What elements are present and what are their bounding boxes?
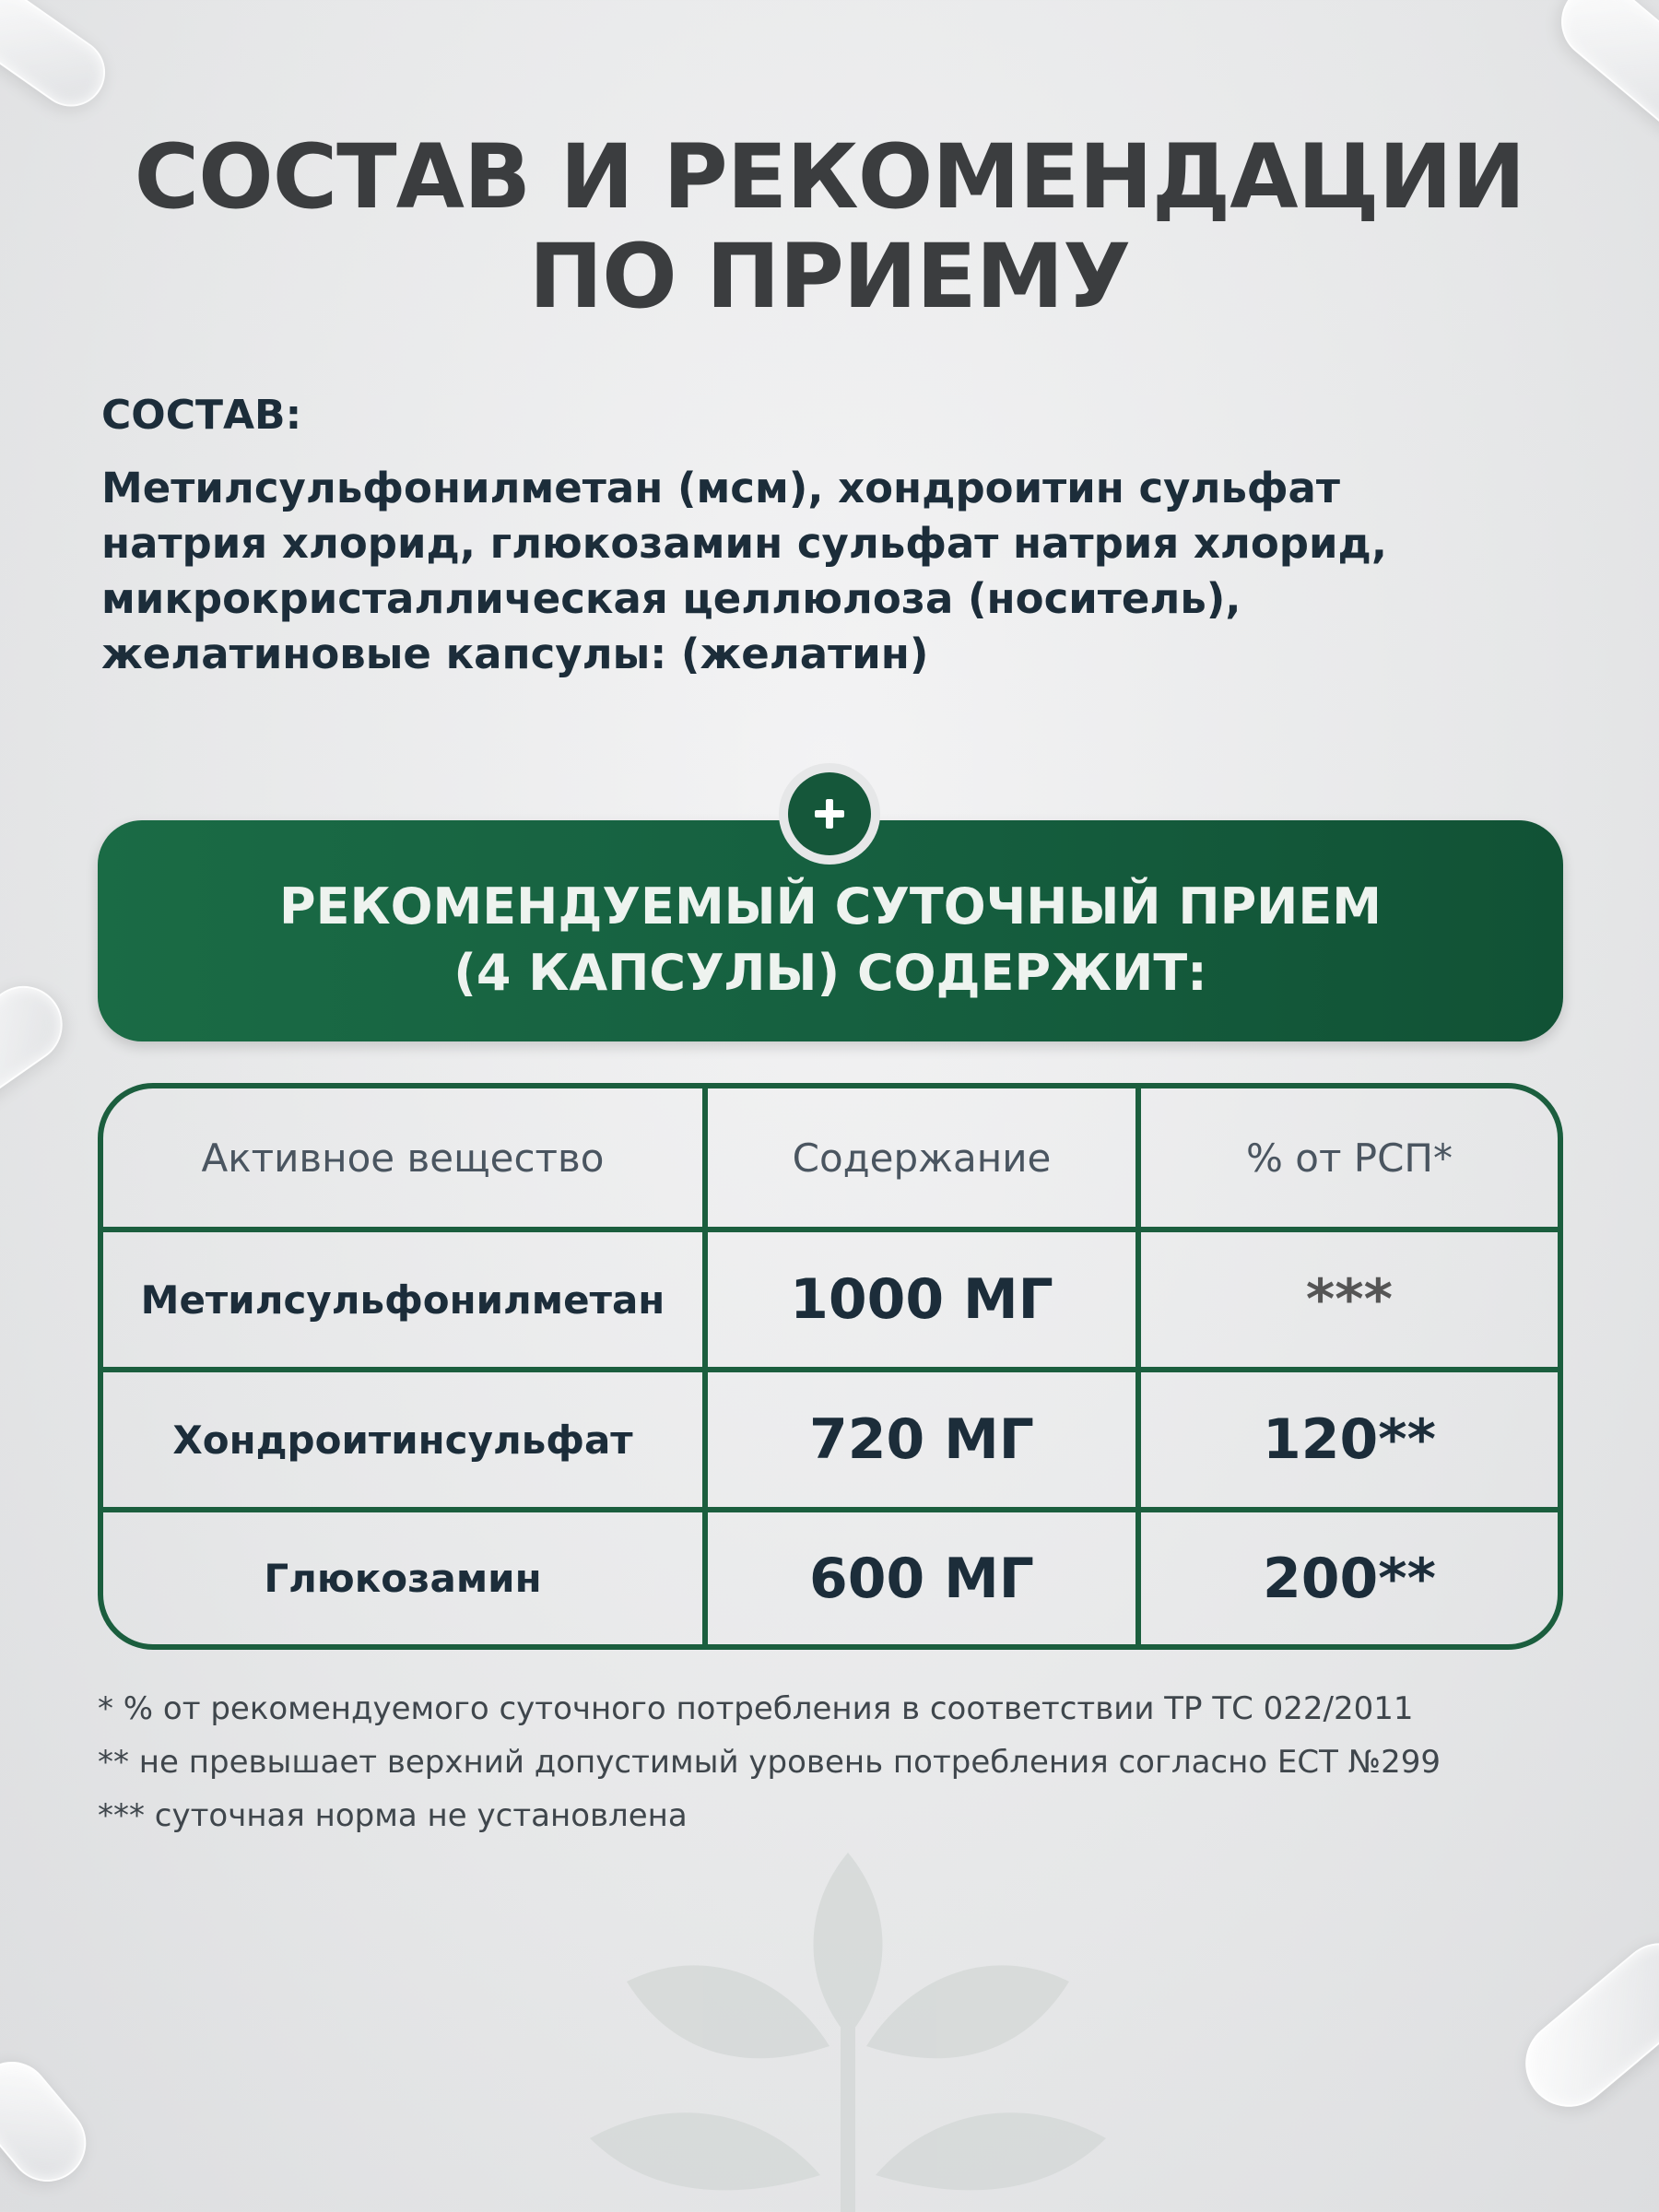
- substance-amount: 720 МГ: [705, 1370, 1138, 1510]
- composition-label: СОСТАВ:: [101, 392, 302, 439]
- substance-percent: 120**: [1138, 1370, 1558, 1510]
- substance-percent: ***: [1138, 1230, 1558, 1370]
- capsule-decoration: [0, 2046, 101, 2197]
- footnote: * % от рекомендуемого суточного потребления в соответствии ТР ТС 022/2011: [98, 1690, 1414, 1727]
- substance-percent: 200**: [1138, 1510, 1558, 1644]
- table-header-row: [103, 1088, 1558, 1230]
- plus-badge: [788, 772, 871, 855]
- page-title-line1: СОСТАВ И РЕКОМЕНДАЦИИ: [134, 125, 1525, 229]
- nutrients-table: [98, 1083, 1563, 1650]
- substance-name: Глюкозамин: [103, 1510, 705, 1644]
- capsule-decoration: [0, 971, 77, 1115]
- substance-amount: 1000 МГ: [705, 1230, 1138, 1370]
- column-header-percent: % от РСП*: [1138, 1088, 1558, 1230]
- banner-line1: РЕКОМЕНДУЕМЫЙ СУТОЧНЫЙ ПРИЕМ: [279, 877, 1382, 935]
- footnote: *** суточная норма не установлена: [98, 1797, 688, 1834]
- substance-amount: 600 МГ: [705, 1510, 1138, 1644]
- footnotes: [98, 1682, 1591, 1842]
- composition-line: микрокристаллическая целлюлоза (носитель),: [101, 574, 1241, 623]
- composition-line: желатиновые капсулы: (желатин): [101, 629, 929, 678]
- substance-name: Хондроитинсульфат: [103, 1370, 705, 1510]
- capsule-decoration: [1508, 1925, 1659, 2124]
- banner-heading: [98, 874, 1563, 1006]
- composition-line: натрия хлорид, глюкозамин сульфат натрия хлорид,: [101, 519, 1387, 568]
- capsule-decoration: [0, 0, 119, 120]
- column-header-amount: Содержание: [705, 1088, 1138, 1230]
- table-row: [103, 1510, 1558, 1644]
- leaf-watermark-icon: [571, 1834, 1124, 2212]
- column-header-substance: Активное вещество: [103, 1088, 705, 1230]
- plus-icon: [811, 795, 848, 832]
- footnote: ** не превышает верхний допустимый уровень потребления согласно ЕСТ №299: [98, 1744, 1441, 1781]
- table-row: [103, 1370, 1558, 1510]
- table-row: [103, 1230, 1558, 1370]
- composition-line: Метилсульфонилметан (мсм), хондроитин сульфат: [101, 464, 1341, 512]
- composition-text: [101, 461, 1594, 682]
- page-title: [0, 127, 1659, 326]
- capsule-decoration: [1546, 0, 1659, 147]
- banner-line2: (4 КАПСУЛЫ) СОДЕРЖИТ:: [453, 944, 1207, 1002]
- page-title-line2: ПО ПРИЕМУ: [528, 225, 1131, 328]
- substance-name: Метилсульфонилметан: [103, 1230, 705, 1370]
